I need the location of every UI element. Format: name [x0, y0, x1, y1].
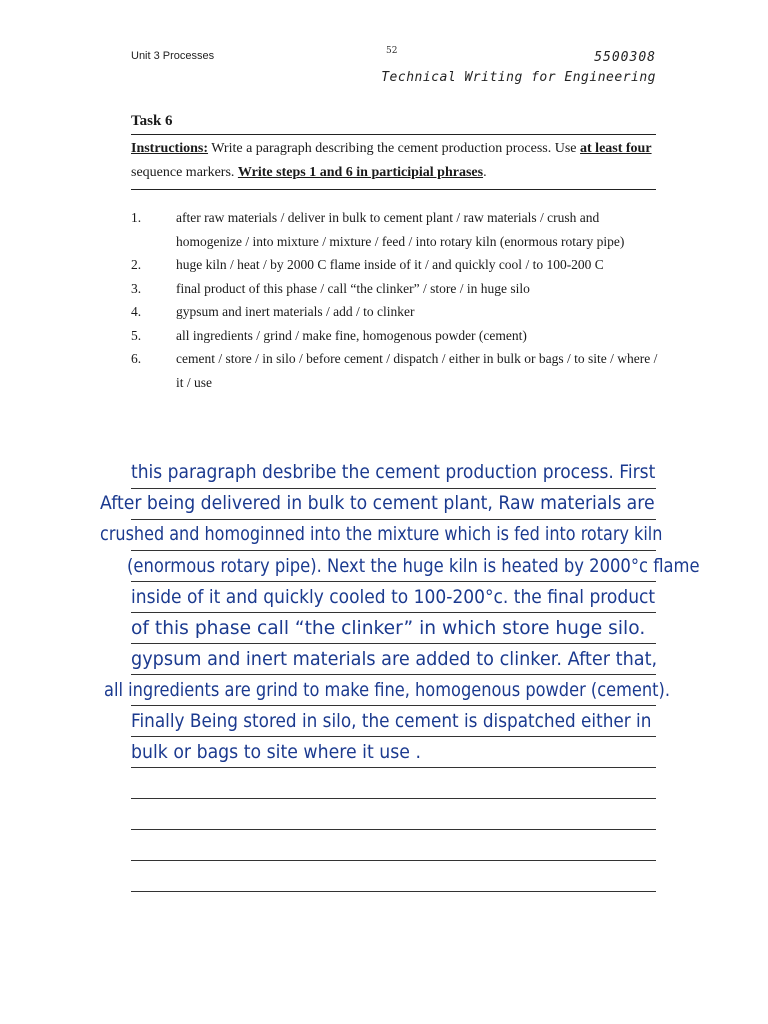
step-item [131, 206, 661, 253]
step-text: cement / store / in silo / before cement / dispatch / either in bulk or bags / to site / where / it / use [176, 351, 658, 390]
step-text: final product of this phase / call “the clinker” / store / in huge silo [176, 280, 530, 296]
step-text: after raw materials / deliver in bulk to cement plant / raw materials / crush and homogenize / into mixture / mixture / feed / into rotary kiln (enormous rotary pipe) [176, 210, 625, 249]
answer-line [131, 674, 656, 675]
step-item [131, 300, 661, 324]
answer-line [131, 705, 656, 706]
answer-line [131, 550, 656, 551]
step-text: all ingredients / grind / make fine, homogenous powder (cement) [176, 327, 527, 343]
handwritten-line: bulk or bags to site where it use . [131, 741, 421, 763]
instructions-text-1: Write a paragraph describing the cement production process. Use [208, 141, 581, 156]
handwritten-line: crushed and homoginned into the mixture which is fed into rotary kiln [100, 523, 663, 545]
step-item [131, 253, 661, 277]
course-code: 5500308 [594, 50, 656, 65]
answer-line [131, 643, 656, 644]
step-number: 1. [131, 210, 142, 225]
instructions-label: Instructions: [131, 141, 209, 156]
instructions-bold-1: at least four [580, 141, 652, 156]
instructions-text-2: sequence markers. [131, 165, 238, 180]
divider-top [131, 134, 656, 135]
answer-line [131, 860, 656, 861]
answer-line [131, 891, 656, 892]
step-number: 5. [131, 327, 142, 343]
instructions-text-3: . [483, 165, 487, 180]
handwritten-line: Finally Being stored in silo, the cement is dispatched either in [131, 710, 652, 732]
course-title: Technical Writing for Engineering [381, 70, 656, 85]
handwritten-line: this paragraph desbribe the cement production process. First [131, 461, 656, 483]
handwritten-line: all ingredients are grind to make fine, homogenous powder (cement). [104, 679, 671, 701]
step-number: 2. [131, 257, 142, 272]
answer-line [131, 767, 656, 768]
page-number: 52 [386, 46, 398, 56]
step-text: gypsum and inert materials / add / to clinker [176, 304, 415, 319]
handwritten-line: gypsum and inert materials are added to clinker. After that, [131, 648, 658, 670]
unit-label: Unit 3 Processes [131, 50, 215, 62]
step-number: 3. [131, 280, 142, 296]
answer-line [131, 612, 656, 613]
handwritten-line: of this phase call “the clinker” in which store huge silo. [131, 617, 646, 639]
step-number: 4. [131, 304, 142, 319]
answer-line [131, 581, 656, 582]
step-item [131, 277, 661, 301]
task-title: Task 6 [131, 113, 173, 129]
divider-bottom [131, 189, 656, 190]
instructions [131, 137, 661, 185]
instructions-bold-2: Write steps 1 and 6 in participial phrases [237, 165, 484, 180]
handwritten-line: After being delivered in bulk to cement plant, Raw materials are [100, 492, 655, 514]
step-number: 6. [131, 351, 142, 366]
handwritten-line: (enormous rotary pipe). Next the huge kiln is heated by 2000°c flame [127, 555, 700, 577]
answer-line [131, 736, 656, 737]
step-item [131, 324, 661, 348]
answer-line [131, 488, 656, 489]
answer-line [131, 519, 656, 520]
answer-line [131, 798, 656, 799]
step-item [131, 347, 661, 394]
steps-list [131, 206, 661, 394]
step-text: huge kiln / heat / by 2000 C flame inside of it / and quickly cool / to 100-200 C [176, 257, 604, 272]
handwritten-line: inside of it and quickly cooled to 100-200°c. the final product [131, 586, 656, 608]
answer-line [131, 829, 656, 830]
